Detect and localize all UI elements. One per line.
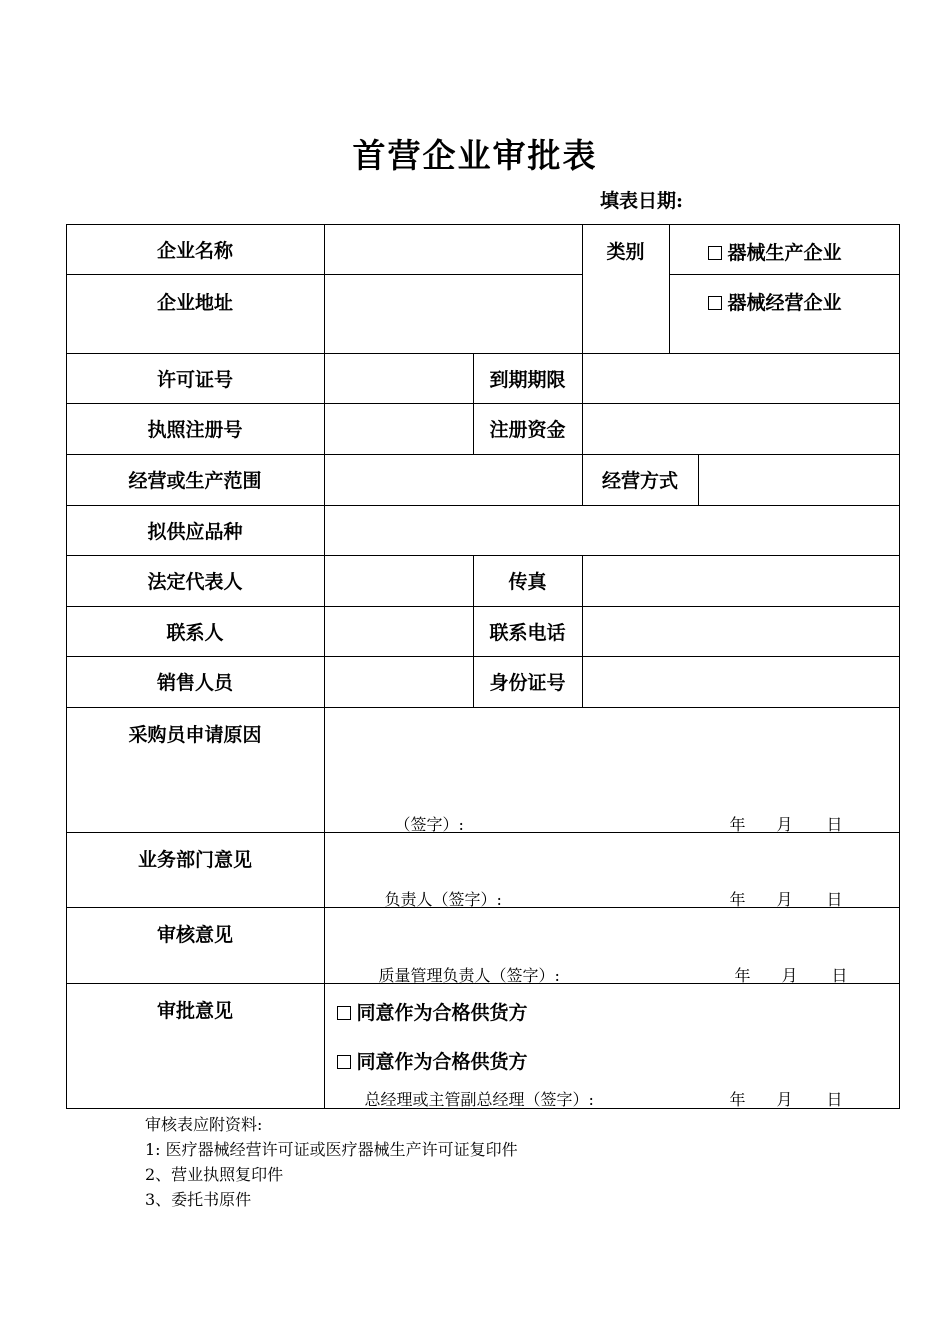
date-day: 日: [826, 1089, 843, 1109]
gm-signature-label: 总经理或主管副总经理（签字）:: [364, 1089, 594, 1109]
attachments-heading: 审核表应附资料:: [145, 1115, 263, 1134]
dept-opinion-label-cell: [66, 832, 325, 908]
contact-phone-label: 联系电话: [473, 606, 583, 657]
business-mode-field[interactable]: [698, 454, 900, 506]
checkbox-icon[interactable]: [337, 1055, 351, 1069]
registered-capital-label: 注册资金: [473, 403, 583, 455]
approval-opinion-label-cell: [66, 983, 325, 1109]
business-mode-label: 经营方式: [582, 454, 699, 506]
date-year: 年: [729, 1089, 746, 1109]
date-month: 月: [781, 965, 798, 985]
license-no-field[interactable]: [324, 353, 474, 404]
sales-person-field[interactable]: [324, 656, 474, 708]
id-no-field[interactable]: [582, 656, 900, 708]
checkbox-icon[interactable]: [337, 1006, 351, 1020]
approval-form-table: [66, 224, 900, 1109]
approval-opinion-field: [324, 983, 900, 1109]
id-no-label: 身份证号: [473, 656, 583, 708]
business-scope-label: 经营或生产范围: [66, 454, 325, 506]
contact-field[interactable]: [324, 606, 474, 657]
date-month: 月: [776, 889, 793, 909]
review-opinion-field[interactable]: [324, 907, 900, 984]
purchaser-reason-label: 采购员申请原因: [128, 723, 262, 746]
dept-opinion-label: 业务部门意见: [137, 848, 252, 871]
purchaser-reason-label-cell: [66, 707, 325, 833]
legal-rep-field[interactable]: [324, 555, 474, 607]
category-option-distributor[interactable]: 器械经营企业: [708, 288, 842, 315]
purchaser-signature-label: （签字）:: [394, 814, 464, 834]
attachments-notes: [145, 1112, 518, 1212]
business-scope-field[interactable]: [324, 454, 583, 506]
company-address-label-cell: [66, 274, 325, 354]
attachment-item: 2、营业执照复印件: [145, 1165, 284, 1184]
company-name-label: 企业名称: [66, 224, 325, 275]
quality-signature-label: 质量管理负责人（签字）:: [378, 965, 560, 985]
review-opinion-label: 审核意见: [156, 923, 233, 946]
approval-option-1[interactable]: 同意作为合格供货方: [337, 998, 528, 1025]
approval-option-2[interactable]: 同意作为合格供货方: [337, 1047, 528, 1074]
proposed-varieties-field[interactable]: [324, 505, 900, 556]
legal-rep-label: 法定代表人: [66, 555, 325, 607]
company-address-field[interactable]: [324, 274, 583, 354]
proposed-varieties-label: 拟供应品种: [66, 505, 325, 556]
date-year: 年: [729, 814, 746, 834]
attachment-item: 1: 医疗器械经营许可证或医疗器械生产许可证复印件: [145, 1140, 518, 1159]
date-day: 日: [826, 889, 843, 909]
category-label-cell: [582, 224, 670, 354]
date-month: 月: [776, 814, 793, 834]
date-day: 日: [831, 965, 848, 985]
date-year: 年: [729, 889, 746, 909]
business-reg-no-label: 执照注册号: [66, 403, 325, 455]
purchaser-reason-field[interactable]: [324, 707, 900, 833]
category-option-manufacturer[interactable]: 器械生产企业: [708, 238, 842, 265]
date-year: 年: [734, 965, 751, 985]
sales-person-label: 销售人员: [66, 656, 325, 708]
company-address-label: 企业地址: [156, 291, 233, 314]
approval-opinion-label: 审批意见: [156, 999, 233, 1022]
dept-opinion-field[interactable]: [324, 832, 900, 908]
form-title: 首营企业审批表: [352, 136, 598, 175]
date-day: 日: [826, 814, 843, 834]
fax-field[interactable]: [582, 555, 900, 607]
fill-date-label: 填表日期:: [600, 190, 684, 212]
review-opinion-label-cell: [66, 907, 325, 984]
expiry-field[interactable]: [582, 353, 900, 404]
business-reg-no-field[interactable]: [324, 403, 474, 455]
fax-label: 传真: [473, 555, 583, 607]
category-option-cell-2: [669, 274, 900, 354]
category-label: 类别: [606, 240, 645, 263]
registered-capital-field[interactable]: [582, 403, 900, 455]
checkbox-icon[interactable]: [708, 296, 722, 310]
checkbox-icon[interactable]: [708, 246, 722, 260]
contact-label: 联系人: [66, 606, 325, 657]
contact-phone-field[interactable]: [582, 606, 900, 657]
company-name-field[interactable]: [324, 224, 583, 275]
date-month: 月: [776, 1089, 793, 1109]
attachment-item: 3、委托书原件: [145, 1190, 252, 1209]
expiry-label: 到期期限: [473, 353, 583, 404]
category-option-cell-1: [669, 224, 900, 275]
dept-signature-label: 负责人（签字）:: [384, 889, 502, 909]
license-no-label: 许可证号: [66, 353, 325, 404]
